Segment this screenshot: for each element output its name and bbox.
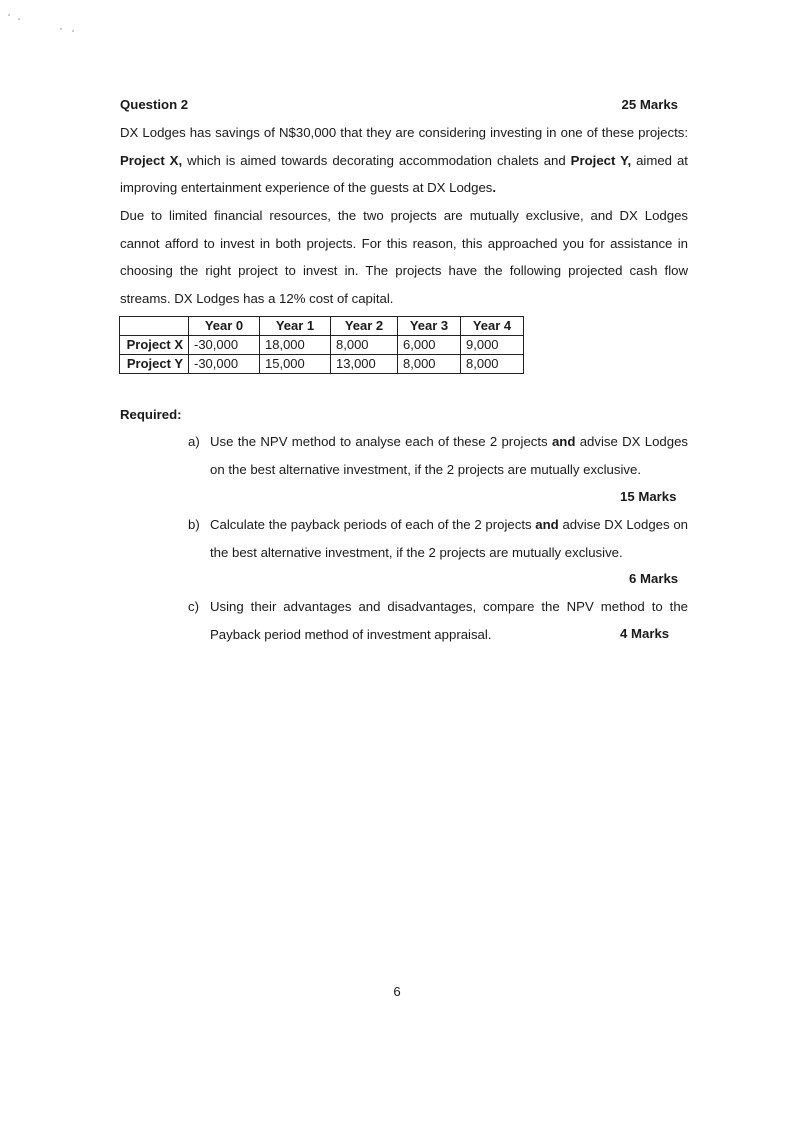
project-x-name: Project X, (120, 152, 183, 168)
item-text-part: Use the NPV method to analyse each of these 2 projects (210, 434, 552, 449)
table-cell: -30,000 (189, 355, 260, 374)
intro-paragraph-2: Due to limited financial resources, the two projects are mutually exclusive, and DX Lodges cannot afford to invest in both projects. For this reason, this approached you for assistance in choosing the right project to invest in. The projects have the following projected cash flow streams. DX Lodges has a 12% cost of capital. (120, 208, 688, 306)
table-header-row (120, 317, 524, 336)
question-marks: 25 Marks (621, 97, 678, 112)
table-cell: 15,000 (260, 355, 331, 374)
table-cell: 9,000 (461, 336, 524, 355)
scan-speck (8, 14, 10, 16)
item-text-part: Calculate the payback periods of each of the 2 projects (210, 517, 536, 532)
required-item-a (188, 428, 688, 483)
table-cell: 18,000 (260, 336, 331, 355)
required-label: Required: (120, 407, 182, 422)
intro-text: DX Lodges has savings of N$30,000 that they are considering investing in one of these projects: (120, 125, 688, 140)
table-cell: 8,000 (461, 355, 524, 374)
table-cell: 6,000 (398, 336, 461, 355)
scan-speck (18, 18, 20, 20)
table-cell: -30,000 (189, 336, 260, 355)
table-row (120, 355, 524, 374)
project-y-name: Project Y, (570, 152, 632, 168)
intro-text: aimed at improving entertainment experience of the guests at DX Lodges (120, 152, 688, 196)
table-header-cell (120, 317, 189, 336)
item-text (210, 593, 688, 648)
item-text (210, 511, 688, 566)
item-text (210, 428, 688, 483)
table-header-cell: Year 0 (189, 317, 260, 336)
question-heading (120, 97, 678, 112)
intro-paragraph-1 (120, 119, 688, 202)
row-label: Project Y (120, 355, 189, 374)
table-header-cell: Year 4 (461, 317, 524, 336)
row-label: Project X (120, 336, 189, 355)
item-text-bold: and (535, 517, 559, 532)
intro-period: . (492, 180, 497, 196)
scan-speck (60, 28, 62, 30)
table-cell: 13,000 (331, 355, 398, 374)
table-row (120, 336, 524, 355)
table-cell: 8,000 (331, 336, 398, 355)
page-number: 6 (393, 984, 401, 999)
intro-text: which is aimed towards decorating accommodation chalets and (182, 152, 571, 168)
item-text-part: advise DX Lodges on the best alternative investment, if the 2 projects are mutually exclusive. (210, 517, 688, 560)
item-text-part: Using their advantages and disadvantages, compare the NPV method to the Payback period method of investment appraisal. (210, 599, 688, 642)
table-header-cell: Year 3 (398, 317, 461, 336)
item-letter: a) (188, 434, 200, 449)
item-a-marks: 15 Marks (620, 489, 677, 504)
item-text-part: advise DX Lodges on the best alternative investment, if the 2 projects are mutually exclusive. (210, 434, 688, 477)
item-b-marks: 6 Marks (629, 571, 679, 586)
table-header-cell: Year 2 (331, 317, 398, 336)
item-text-bold: and (551, 434, 576, 449)
table-header-cell: Year 1 (260, 317, 331, 336)
question-title: Question 2 (120, 97, 189, 112)
required-item-b (188, 511, 688, 566)
required-item-c (188, 593, 688, 648)
scan-speck (72, 30, 74, 32)
cash-flow-table (119, 316, 524, 374)
item-letter: b) (188, 517, 200, 532)
table-cell: 8,000 (398, 355, 461, 374)
item-letter: c) (188, 599, 199, 614)
item-c-marks: 4 Marks (620, 626, 670, 641)
